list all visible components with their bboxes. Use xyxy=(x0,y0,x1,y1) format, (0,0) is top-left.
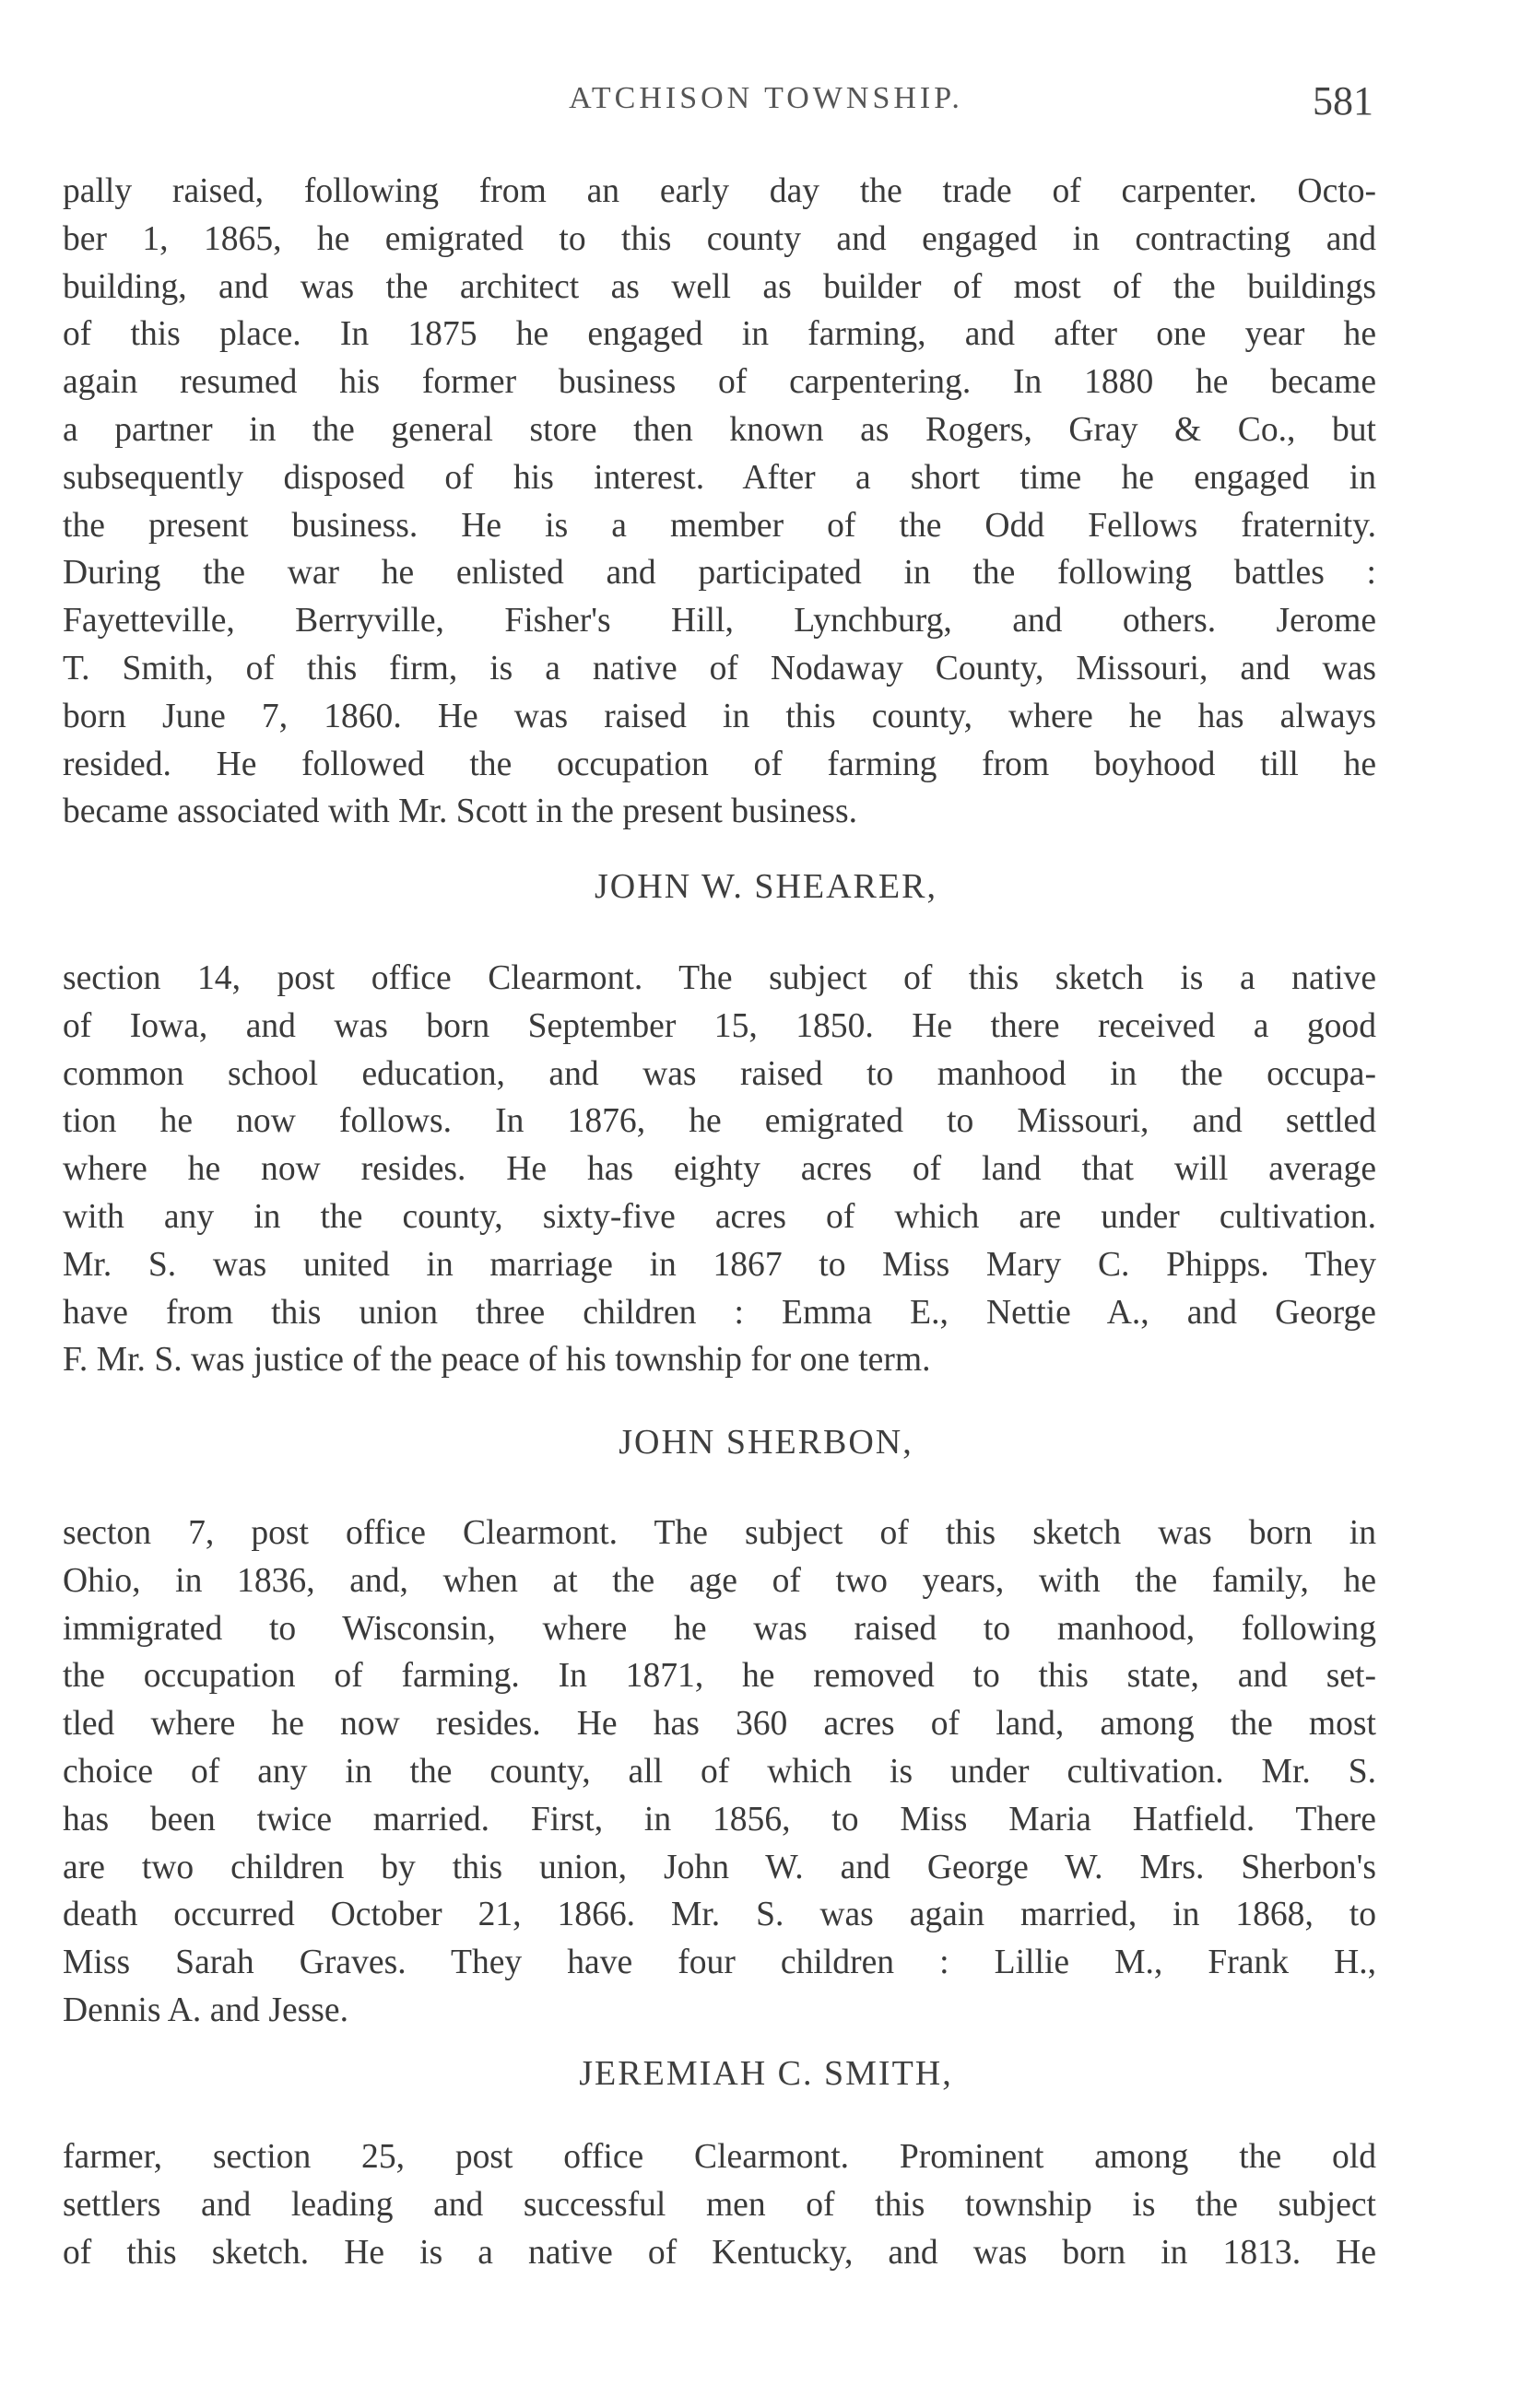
running-head xyxy=(0,78,1532,127)
text-line: has been twice married. First, in 1856, to Miss Maria Hatfield. There xyxy=(63,1800,1376,1838)
text-line: ber 1, 1865, he emigrated to this county and engaged in contracting and xyxy=(63,219,1376,258)
text-line: Dennis A. and Jesse. xyxy=(63,1991,348,2029)
text-line: farmer, section 25, post office Clearmont. Prominent among the old xyxy=(63,2138,1376,2176)
text-line: F. Mr. S. was justice of the peace of his township for one term. xyxy=(63,1341,931,1380)
text-line: are two children by this union, John W. and George W. Mrs. Sherbon's xyxy=(63,1848,1376,1886)
text-line: resided. He followed the occupation of farming from boyhood till he xyxy=(63,745,1376,783)
section-heading: JEREMIAH C. SMITH, xyxy=(579,2054,953,2093)
text-line: Mr. S. was united in marriage in 1867 to Miss Mary C. Phipps. They xyxy=(63,1245,1376,1284)
text-line: building, and was the architect as well as builder of most of the buildings xyxy=(63,267,1376,306)
text-line: common school education, and was raised to manhood in the occupa- xyxy=(63,1054,1376,1093)
page-number: 581 xyxy=(1313,78,1373,123)
text-line: death occurred October 21, 1866. Mr. S. was again married, in 1868, to xyxy=(63,1896,1376,1934)
text-line: During the war he enlisted and participated in the following battles : xyxy=(63,554,1376,593)
text-line: the present business. He is a member of the Odd Fellows fraternity. xyxy=(63,506,1376,545)
section-heading: JOHN SHERBON, xyxy=(619,1423,913,1462)
section-paragraph xyxy=(63,2133,1376,2276)
text-line: the occupation of farming. In 1871, he removed to this state, and set- xyxy=(63,1657,1376,1696)
text-line: became associated with Mr. Scott in the present business. xyxy=(63,793,858,831)
text-line: tion he now follows. In 1876, he emigrated to Missouri, and settled xyxy=(63,1102,1376,1141)
section-heading: JOHN W. SHEARER, xyxy=(595,867,937,906)
text-line: T. Smith, of this firm, is a native of Nodaway County, Missouri, and was xyxy=(63,649,1376,687)
text-line: section 14, post office Clearmont. The subject of this sketch is a native xyxy=(63,959,1376,997)
text-line: again resumed his former business of carpentering. In 1880 he became xyxy=(63,363,1376,402)
text-line: Miss Sarah Graves. They have four children : Lillie M., Frank H., xyxy=(63,1944,1376,1982)
continuation-paragraph xyxy=(63,168,1376,836)
text-line: immigrated to Wisconsin, where he was raised to manhood, following xyxy=(63,1609,1376,1648)
running-title: ATCHISON TOWNSHIP. xyxy=(569,81,963,115)
text-line: choice of any in the county, all of which is under cultivation. Mr. S. xyxy=(63,1752,1376,1791)
section-paragraph xyxy=(63,955,1376,1384)
text-line: Fayetteville, Berryville, Fisher's Hill, Lynchburg, and others. Jerome xyxy=(63,602,1376,640)
text-line: tled where he now resides. He has 360 acres of land, among the most xyxy=(63,1705,1376,1744)
text-line: where he now resides. He has eighty acres of land that will average xyxy=(63,1150,1376,1189)
text-line: of Iowa, and was born September 15, 1850. He there received a good xyxy=(63,1006,1376,1045)
text-line: a partner in the general store then known as Rogers, Gray & Co., but xyxy=(63,410,1376,449)
text-line: pally raised, following from an early day the trade of carpenter. Octo- xyxy=(63,172,1376,210)
text-line: of this place. In 1875 he engaged in farming, and after one year he xyxy=(63,315,1376,354)
text-line: Ohio, in 1836, and, when at the age of two years, with the family, he xyxy=(63,1561,1376,1600)
text-line: have from this union three children : Emma E., Nettie A., and George xyxy=(63,1293,1376,1332)
text-line: with any in the county, sixty-five acres of which are under cultivation. xyxy=(63,1197,1376,1236)
text-line: of this sketch. He is a native of Kentucky, and was born in 1813. He xyxy=(63,2233,1376,2272)
text-line: settlers and leading and successful men of this township is the subject xyxy=(63,2185,1376,2224)
text-line: subsequently disposed of his interest. After a short time he engaged in xyxy=(63,458,1376,497)
section-paragraph xyxy=(63,1509,1376,2035)
text-line: secton 7, post office Clearmont. The subject of this sketch was born in xyxy=(63,1514,1376,1552)
text-line: born June 7, 1860. He was raised in this county, where he has always xyxy=(63,697,1376,735)
